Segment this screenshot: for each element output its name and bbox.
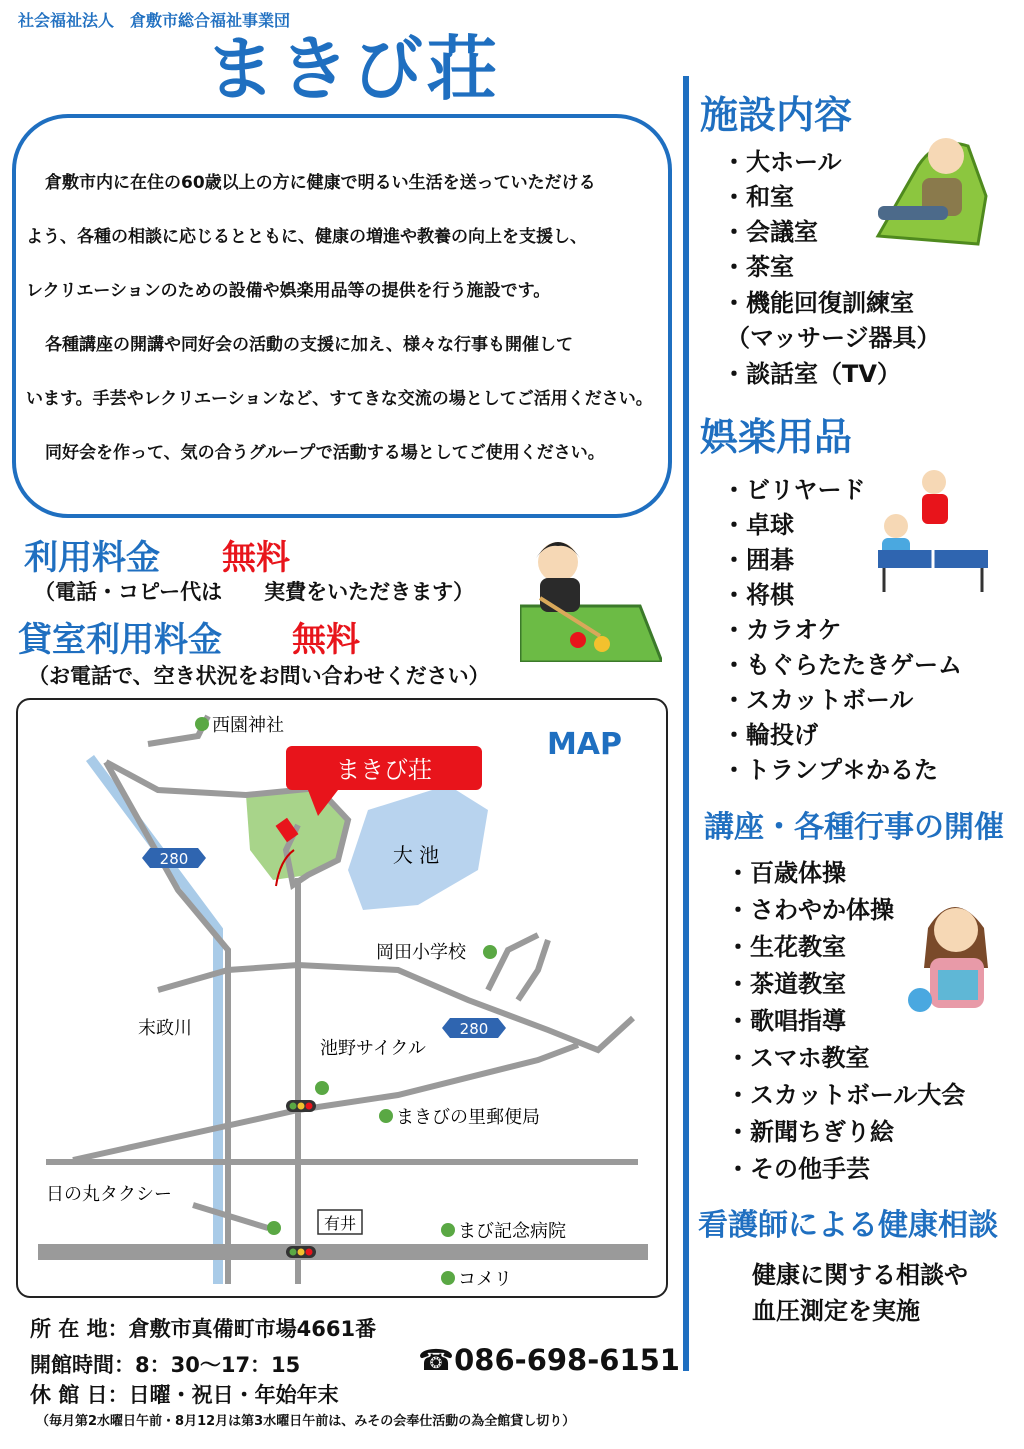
place-shrine: 西園神社 [212,715,284,736]
route-280-shield-east [442,1018,506,1038]
list-item: ・機能回復訓練室 [722,289,914,317]
list-item: ・スカットボール [722,686,914,714]
nurse-line: 健康に関する相談や [752,1261,968,1289]
list-item: ・さわやか体操 [726,896,894,924]
list-item: ・歌唱指導 [726,1007,846,1035]
nurse-heading: 看護師による健康相談 [698,1208,998,1243]
intersection-label: 有井 [323,1214,357,1233]
table-tennis-illustration [874,464,990,596]
list-item: ・大ホール [722,148,842,176]
page-title: まきび荘 [205,28,501,110]
organization-name: 社会福祉法人 倉敷市総合福祉事業団 [18,11,291,30]
intro-box [12,114,672,518]
billiards-illustration [520,528,662,662]
list-item: ・新聞ちぎり絵 [726,1118,894,1146]
list-item: （マッサージ器具） [726,324,941,352]
room-fee-note: （お電話で、空き状況をお問い合わせください） [28,664,490,688]
closed-note: （毎月第2水曜日午前・8月12月は第3水曜日午前は、みその会奉仕活動の為全館貸し切り） [36,1414,576,1429]
place-post: まきびの里郵便局 [396,1107,540,1128]
place-school: 岡田小学校 [376,942,466,963]
entertainment-heading: 娯楽用品 [700,415,853,459]
list-item: ・輪投げ [722,721,818,749]
address: 所 在 地：倉敷市真備町市場4661番 [30,1317,377,1341]
route-280-shield-west [142,848,206,868]
place-komeri: コメリ [458,1269,512,1290]
list-item: ・茶道教室 [726,970,846,998]
list-item: ・茶室 [722,253,794,281]
massage-chair-illustration [858,126,990,250]
svg-text:280: 280 [159,850,189,868]
list-item: ・談話室（TV） [722,360,901,388]
traffic-light-north [286,1100,316,1112]
traffic-light-south [286,1246,316,1258]
intro-line: います。手芸やレクリエーションなど、すてきな交流の場としてご活用ください。 [26,389,653,409]
list-item: ・卓球 [722,511,794,539]
room-fee-label: 貸室利用料金 [18,620,222,660]
map [16,698,668,1298]
usage-fee-label: 利用料金 [24,538,160,578]
intro-line: 各種講座の開講や同好会の活動の支援に加え、様々な行事も開催して [28,335,574,355]
opening-hours: 開館時間：8：30～17：15 [30,1353,301,1377]
list-item: ・囲碁 [722,546,794,574]
list-item: ・百歳体操 [726,859,846,887]
map-heading: MAP [546,727,622,762]
pond-label: 大 池 [392,843,440,867]
list-item: ・その他手芸 [726,1155,870,1183]
place-taxi: 日の丸タクシー [46,1184,172,1205]
svg-text:280: 280 [459,1020,489,1038]
facilities-heading: 施設内容 [700,93,853,137]
intro-line: よう、各種の相談に応じるとともに、健康の増進や教養の向上を支援し、 [26,227,587,247]
river-label: 末政川 [138,1018,192,1039]
intro-line: 同好会を作って、気の合うグループで活動する場としてご使用ください。 [28,443,605,463]
list-item: ・もぐらたたきゲーム [722,651,962,679]
list-item: ・カラオケ [722,616,842,644]
list-item: ・将棋 [722,581,794,609]
list-item: ・スマホ教室 [726,1044,870,1072]
list-item: ・会議室 [722,218,818,246]
list-item: ・スカットボール大会 [726,1081,966,1109]
callout-label: まきび荘 [336,756,432,784]
usage-fee-note: （電話・コピー代は 実費をいただきます） [34,580,475,604]
list-item: ・トランプ＊かるた [722,756,938,784]
place-hospital: まび記念病院 [458,1221,566,1242]
list-item: ・生花教室 [726,933,846,961]
nurse-line: 血圧測定を実施 [752,1297,920,1325]
intro-line: レクリエーションのための設備や娯楽用品等の提供を行う施設です。 [26,281,551,301]
column-divider [683,76,689,1371]
room-fee-value: 無料 [292,620,360,660]
knitting-illustration [904,888,1010,1024]
place-cycle: 池野サイクル [320,1038,426,1059]
courses-heading: 講座・各種行事の開催 [704,810,1004,845]
closed-days: 休 館 日：日曜・祝日・年始年末 [30,1383,339,1407]
usage-fee-value: 無料 [222,538,290,578]
list-item: ・和室 [722,183,794,211]
phone-number: ☎086-698-6151 [418,1343,680,1377]
list-item: ・ビリヤード [722,476,866,504]
intro-line: 倉敷市内に在住の60歳以上の方に健康で明るい生活を送っていただける [28,173,596,193]
